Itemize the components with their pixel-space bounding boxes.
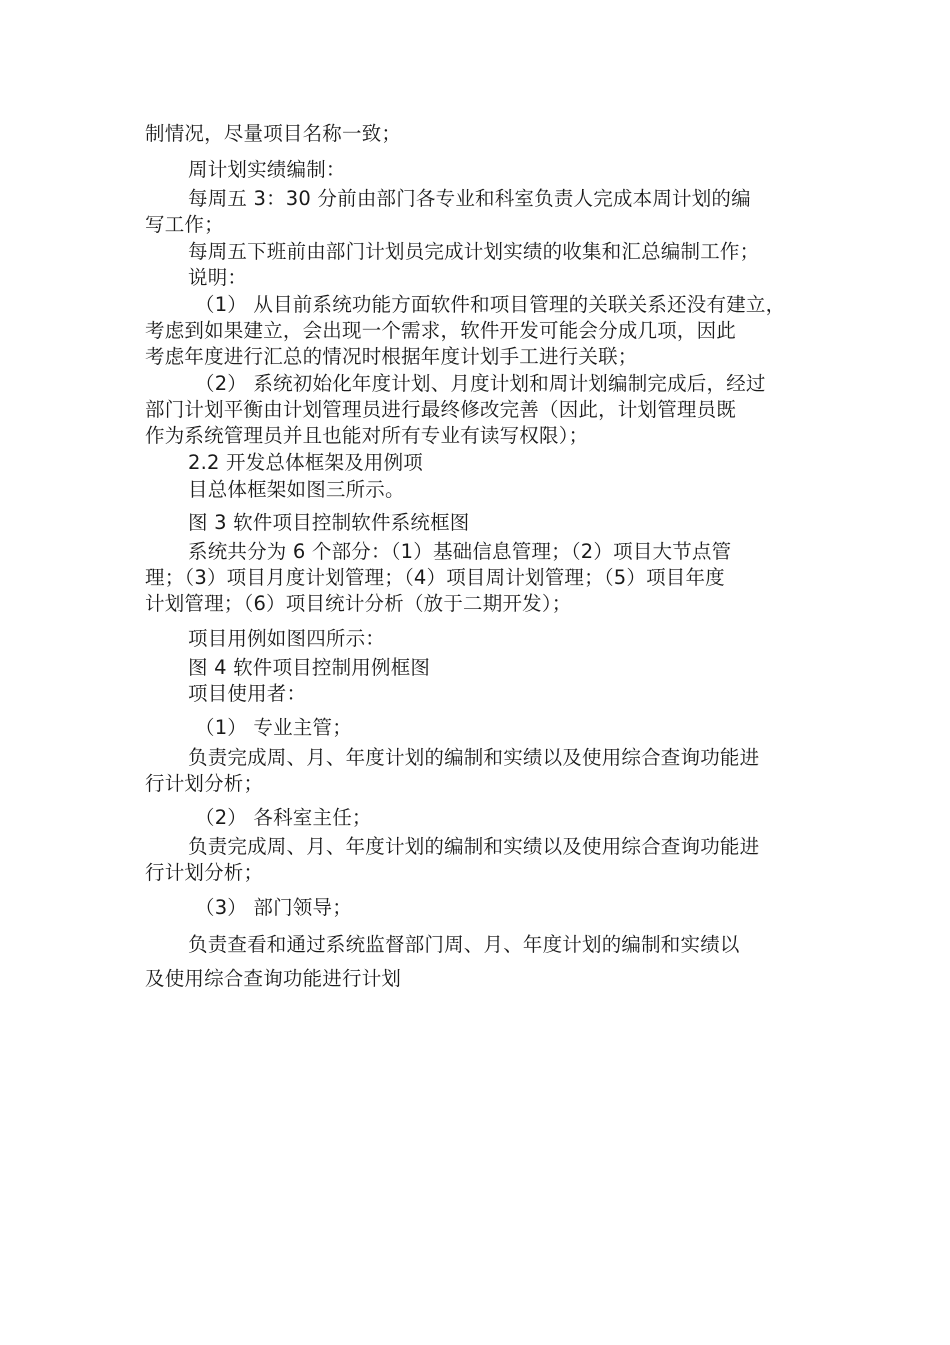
text-line: 行计划分析； <box>145 861 264 884</box>
text-line: （2） 系统初始化年度计划、月度计划和周计划编制完成后，经过 <box>195 372 766 395</box>
text-line: 考虑到如果建立，会出现一个需求，软件开发可能会分成几项，因此 <box>145 319 737 342</box>
text-line: 项目使用者： <box>188 682 307 705</box>
text-line: 制情况，尽量项目名称一致； <box>145 122 402 145</box>
text-line: 部门计划平衡由计划管理员进行最终修改完善（因此，计划管理员既 <box>145 398 737 421</box>
figure-caption: 图 4 软件项目控制用例框图 <box>188 656 431 679</box>
text-line: 写工作； <box>145 213 224 236</box>
text-line: 负责查看和通过系统监督部门周、月、年度计划的编制和实绩以 <box>188 933 740 956</box>
text-line: （3） 部门领导； <box>195 896 352 919</box>
text-line: 目总体框架如图三所示。 <box>188 478 405 501</box>
text-line: 说明： <box>188 266 248 289</box>
text-line: 负责完成周、月、年度计划的编制和实绩以及使用综合查询功能进 <box>188 746 760 769</box>
text-line: 系统共分为 6 个部分：（1）基础信息管理；（2）项目大节点管 <box>188 540 732 563</box>
text-line: 周计划实绩编制： <box>188 158 346 181</box>
text-line: 考虑年度进行汇总的情况时根据年度计划手工进行关联； <box>145 345 638 368</box>
text-line: （1） 从目前系统功能方面软件和项目管理的关联关系还没有建立， <box>195 293 786 316</box>
text-line: 项目用例如图四所示： <box>188 627 386 650</box>
text-line: 每周五 3：30 分前由部门各专业和科室负责人完成本周计划的编 <box>188 187 751 210</box>
text-line: 计划管理；（6）项目统计分析（放于二期开发）； <box>145 592 572 615</box>
text-line: （2） 各科室主任； <box>195 806 372 829</box>
text-line: 作为系统管理员并且也能对所有专业有读写权限）； <box>145 424 589 447</box>
text-line: 及使用综合查询功能进行计划 <box>145 967 402 990</box>
figure-caption: 图 3 软件项目控制软件系统框图 <box>188 511 470 534</box>
text-line: 每周五下班前由部门计划员完成计划实绩的收集和汇总编制工作； <box>188 240 760 263</box>
text-line: 理；（3）项目月度计划管理；（4）项目周计划管理；（5）项目年度 <box>145 566 725 589</box>
section-heading: 2.2 开发总体框架及用例项 <box>188 451 424 474</box>
text-line: 行计划分析； <box>145 772 264 795</box>
text-line: （1） 专业主管； <box>195 716 352 739</box>
text-line: 负责完成周、月、年度计划的编制和实绩以及使用综合查询功能进 <box>188 835 760 858</box>
